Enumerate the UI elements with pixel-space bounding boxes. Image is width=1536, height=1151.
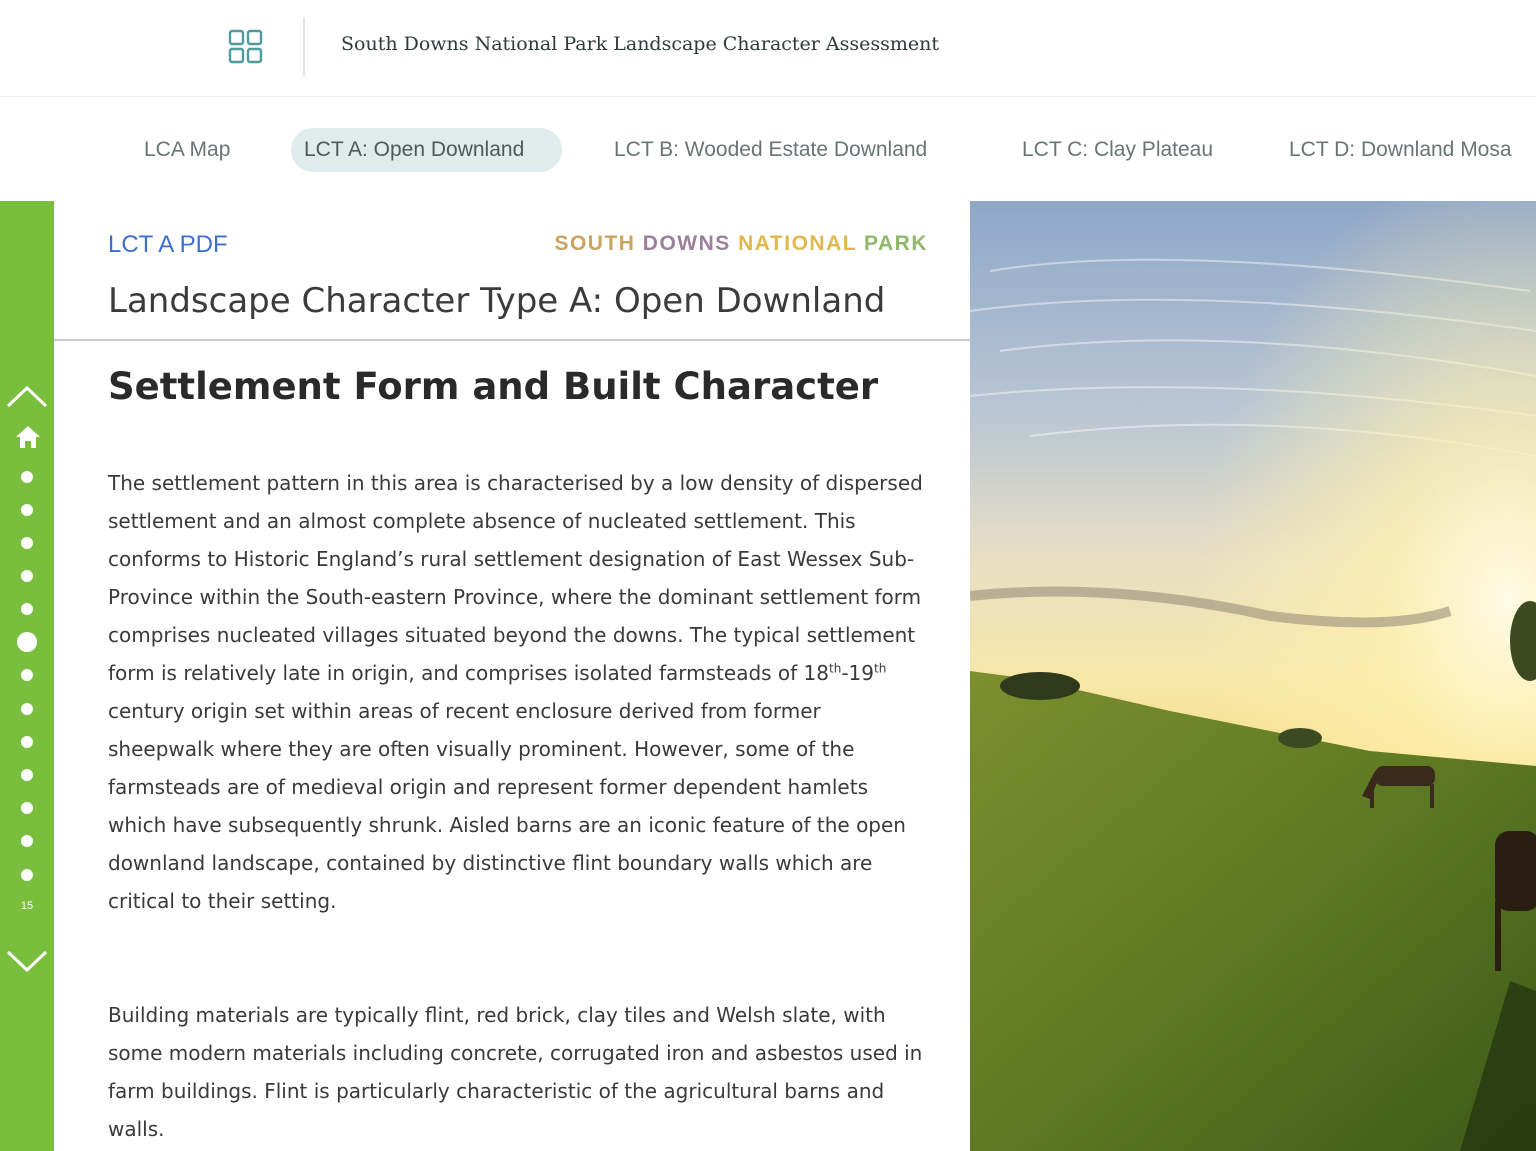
section-dot[interactable] <box>21 769 33 781</box>
section-dot[interactable] <box>21 736 33 748</box>
section-dot[interactable] <box>21 570 33 582</box>
content-panel <box>54 201 970 1151</box>
section-dot[interactable] <box>21 703 33 715</box>
section-dot[interactable] <box>21 835 33 847</box>
tab-lct-d[interactable]: LCT D: Downland Mosa <box>1289 138 1512 161</box>
tab-lct-b[interactable]: LCT B: Wooded Estate Downland <box>614 138 928 161</box>
home-icon[interactable] <box>14 423 42 451</box>
tab-lct-c[interactable]: LCT C: Clay Plateau <box>1022 138 1214 161</box>
title-divider <box>54 339 970 341</box>
paragraph-materials: Building materials are typically flint, red brick, clay tiles and Welsh slate, with some modern materials including concrete, corrugated iron and asbestos used in farm buildings. Flint is particularly characteristic of the agricultural barns and walls. <box>108 1003 923 1141</box>
section-heading: Settlement Form and Built Character <box>108 365 879 408</box>
section-dot[interactable] <box>21 603 33 615</box>
chevron-up-icon[interactable] <box>4 382 50 410</box>
tab-lca-map[interactable]: LCA Map <box>144 138 231 161</box>
section-dot[interactable] <box>21 802 33 814</box>
app-header <box>0 0 1536 97</box>
section-dot-current[interactable] <box>17 632 37 652</box>
header-divider <box>303 18 305 76</box>
app-title: South Downs National Park Landscape Character Assessment <box>341 33 940 55</box>
section-dot[interactable] <box>21 504 33 516</box>
section-dot[interactable] <box>21 471 33 483</box>
page-title: Landscape Character Type A: Open Downland <box>108 281 886 321</box>
pdf-link[interactable]: LCT A PDF <box>108 231 228 258</box>
tab-lct-a[interactable]: LCT A: Open Downland <box>291 128 562 172</box>
chevron-down-icon[interactable] <box>4 948 50 976</box>
grid-icon[interactable] <box>226 28 266 66</box>
landscape-photo <box>970 201 1536 1151</box>
section-dot[interactable] <box>21 869 33 881</box>
section-count: 15 <box>20 900 34 912</box>
section-dot[interactable] <box>21 537 33 549</box>
paragraph-settlement: The settlement pattern in this area is characterised by a low density of dispersed settlement and an almost complete absence of nucleated settlement. This conforms to Historic England’s rural settlement designation of East Wessex Sub-Province within the South-eastern Province, where the dominant settlement form comprises nucleated villages situated beyond the downs. The typical settlement form is relatively late in origin, and comprises isolated farmsteads of 18th-19th century origin set within areas of recent enclosure derived from former sheepwalk where they are often visually prominent. However, some of the farmsteads are of medieval origin and represent former dependent hamlets which have subsequently shrunk. Aisled barns are an iconic feature of the open downland landscape, contained by distinctive flint boundary walls which are critical to their setting. <box>108 471 923 913</box>
section-dot[interactable] <box>21 669 33 681</box>
sdnp-logo: SOUTH DOWNS NATIONAL PARK <box>554 232 928 255</box>
